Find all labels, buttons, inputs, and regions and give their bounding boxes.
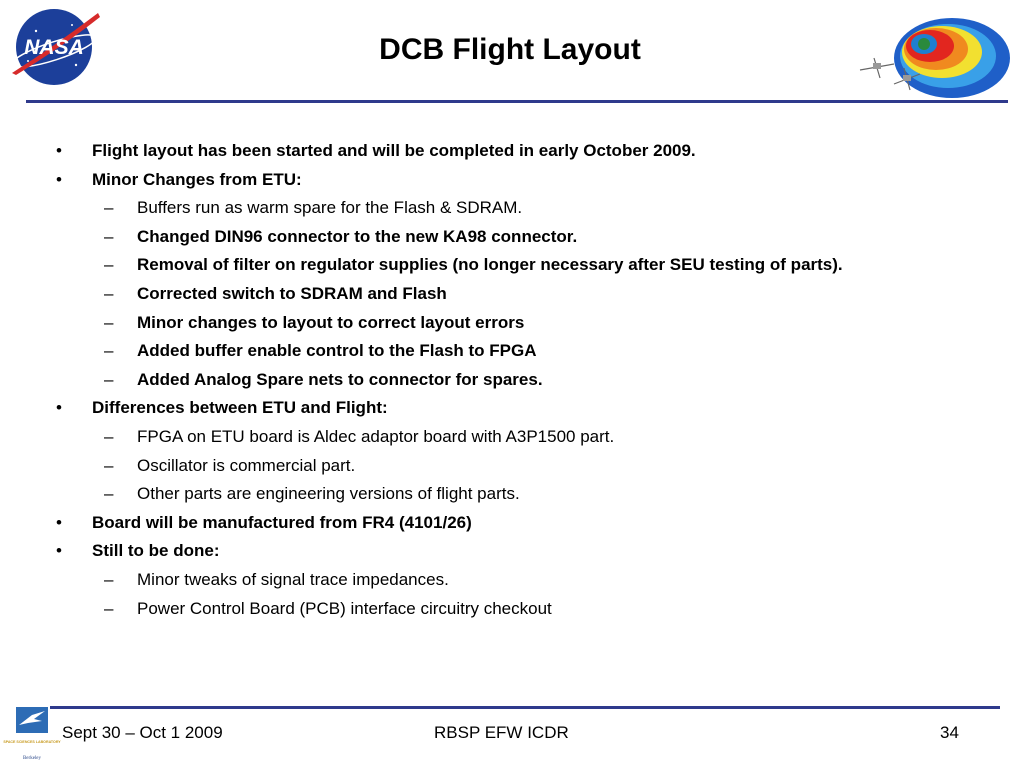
dash-marker: – bbox=[104, 255, 114, 275]
bullet-marker: • bbox=[56, 512, 62, 532]
dash-marker: – bbox=[104, 341, 114, 361]
bullet-marker: • bbox=[56, 541, 62, 561]
sub-bullet-item: Corrected switch to SDRAM and Flash bbox=[137, 284, 447, 303]
bullet-item: Differences between ETU and Flight: bbox=[92, 398, 388, 418]
dash-marker: – bbox=[104, 427, 114, 446]
sub-bullet-item: Other parts are engineering versions of flight parts. bbox=[137, 484, 520, 504]
bullet-item: Minor Changes from ETU: bbox=[92, 169, 302, 189]
footer-page-number: 34 bbox=[940, 723, 959, 742]
svg-text:SPACE SCIENCES LABORATORY: SPACE SCIENCES LABORATORY bbox=[3, 740, 61, 744]
dash-marker: – bbox=[104, 570, 114, 589]
bullet-marker: • bbox=[56, 141, 62, 160]
sub-bullet-item: Removal of filter on regulator supplies (no longer necessary after SEU testing of parts). bbox=[137, 255, 843, 275]
sub-bullet-item: Buffers run as warm spare for the Flash & SDRAM. bbox=[137, 198, 523, 218]
svg-text:NASA: NASA bbox=[24, 36, 84, 59]
dash-marker: – bbox=[104, 312, 114, 332]
dash-marker: – bbox=[104, 484, 114, 504]
ssl-logo bbox=[3, 707, 61, 765]
footer-title: RBSP EFW ICDR bbox=[434, 723, 569, 742]
bullet-marker: • bbox=[56, 169, 62, 189]
svg-text:Berkeley: Berkeley bbox=[22, 756, 42, 761]
sub-bullet-item: Added buffer enable control to the Flash to FPGA bbox=[137, 341, 537, 361]
footer-date: Sept 30 – Oct 1 2009 bbox=[62, 723, 223, 742]
dash-marker: – bbox=[104, 598, 114, 618]
bullet-item: Board will be manufactured from FR4 (4101/26) bbox=[92, 512, 472, 532]
sub-bullet-item: Oscillator is commercial part. bbox=[137, 455, 356, 475]
sub-bullet-item: Minor changes to layout to correct layout errors bbox=[137, 312, 525, 332]
bullet-marker: • bbox=[56, 398, 62, 418]
dash-marker: – bbox=[104, 369, 114, 389]
slide-title: DCB Flight Layout bbox=[379, 33, 641, 66]
dash-marker: – bbox=[104, 455, 114, 475]
radiation-belts-image bbox=[854, 12, 1014, 102]
sub-bullet-item: Changed DIN96 connector to the new KA98 connector. bbox=[137, 226, 578, 246]
dash-marker: – bbox=[104, 198, 114, 218]
sub-bullet-item: Minor tweaks of signal trace impedances. bbox=[137, 570, 449, 589]
sub-bullet-item: Added Analog Spare nets to connector for spares. bbox=[137, 369, 543, 389]
dash-marker: – bbox=[104, 226, 114, 246]
dash-marker: – bbox=[104, 284, 114, 303]
footer-divider bbox=[50, 706, 1000, 709]
bullet-item: Flight layout has been started and will be completed in early October 2009. bbox=[92, 141, 696, 160]
bullet-item: Still to be done: bbox=[92, 541, 220, 561]
sub-bullet-item: Power Control Board (PCB) interface circuitry checkout bbox=[137, 598, 552, 618]
nasa-logo bbox=[6, 5, 102, 87]
sub-bullet-item: FPGA on ETU board is Aldec adaptor board with A3P1500 part. bbox=[137, 427, 615, 446]
title-divider bbox=[26, 100, 1008, 103]
